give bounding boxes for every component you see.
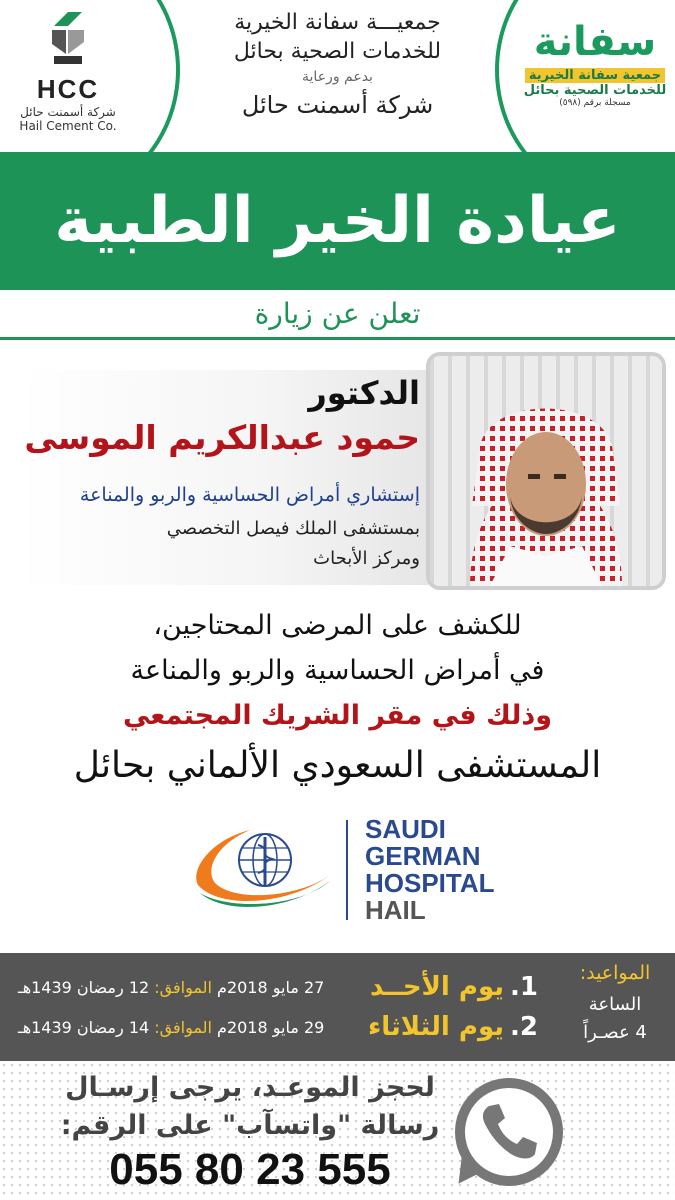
- appointment-day-2: [18, 1012, 538, 1042]
- phone-handset-icon: [465, 1088, 553, 1176]
- purpose-line2: في أمراض الحساسية والربو والمناعة: [130, 655, 545, 686]
- hospital-emblem-icon: [190, 815, 340, 925]
- org-name-line2: للخدمات الصحية بحائل: [233, 39, 442, 64]
- appointments-time-label: الساعة: [588, 994, 642, 1015]
- day-2-hijri: 14 رمضان 1439هـ: [18, 1017, 150, 1037]
- hospital-logo-line3: HOSPITAL: [365, 868, 495, 898]
- safana-line2: للخدمات الصحية بحائل: [523, 83, 667, 98]
- day-2-dates: [18, 1018, 324, 1037]
- purpose-line1: للكشف على المرضى المحتاجين،: [153, 610, 522, 641]
- appointments-label: المواعيد:: [579, 962, 651, 984]
- booking-line2: رسالة "واتسآب" على الرقم:: [60, 1110, 440, 1141]
- hospital-logo-line2: GERMAN: [365, 841, 481, 871]
- hcc-sub-arabic: شركة أسمنت حائل: [20, 105, 116, 119]
- safana-line1: جمعية سفانة الخيرية: [525, 68, 665, 83]
- clinic-banner: [0, 152, 675, 290]
- hcc-logo-text: HCC: [36, 74, 100, 104]
- hospital-logo-text: [365, 816, 495, 924]
- safana-registration: مسجلة برقم (٥٩٨): [559, 98, 631, 108]
- location-name: المستشفى السعودي الألماني بحائل: [73, 745, 602, 786]
- day-1-match-label: الموافق:: [154, 977, 212, 997]
- doctor-name: حمود عبدالكريم الموسى: [24, 418, 420, 457]
- announce-text: تعلن عن زيارة: [254, 297, 421, 330]
- doctor-hospital: بمستشفى الملك فيصل التخصصي: [166, 518, 420, 539]
- safana-brand: سفانة: [533, 19, 657, 65]
- day-2-number: 2.: [510, 1012, 538, 1042]
- day-2-match-label: الموافق:: [154, 1017, 212, 1037]
- support-label: بدعم ورعاية: [302, 69, 373, 85]
- doctor-center: ومركز الأبحاث: [313, 548, 420, 569]
- hcc-logo: [8, 8, 128, 138]
- day-1-name: يوم الأحــد: [370, 972, 505, 1002]
- clinic-title: عيادة الخير الطبية: [54, 184, 621, 258]
- hcc-mark-icon: [38, 8, 98, 70]
- hospital-logo-line4: HAIL: [365, 895, 426, 925]
- header-title-block: [150, 8, 525, 122]
- doctor-portrait-icon: [430, 356, 662, 586]
- safana-logo: [520, 20, 670, 140]
- location-intro: وذلك في مقر الشريك المجتمعي: [122, 700, 553, 731]
- booking-phone-number[interactable]: 055 80 23 555: [109, 1145, 391, 1194]
- sponsor-name: شركة أسمنت حائل: [241, 91, 434, 119]
- doctor-specialty: إستشاري أمراض الحساسية والربو والمناعة: [79, 484, 420, 506]
- day-1-hijri: 12 رمضان 1439هـ: [18, 977, 150, 997]
- appointments-time-value: 4 عصـراً: [583, 1022, 647, 1043]
- appointment-day-1: [18, 972, 538, 1002]
- day-1-gregorian: 27 مايو 2018م: [217, 977, 325, 997]
- hcc-sub-english: Hail Cement Co.: [19, 119, 117, 133]
- day-2-name: يوم الثلاثاء: [367, 1012, 505, 1042]
- doctor-photo: [426, 352, 666, 590]
- doctor-title: الدكتور: [308, 374, 420, 412]
- org-name-line1: جمعيـــة سفانة الخيرية: [234, 10, 441, 35]
- whatsapp-icon: [455, 1078, 563, 1186]
- booking-line1: لحجز الموعـد، يرجى إرسـال: [65, 1072, 435, 1103]
- hospital-logo-line1: SAUDI: [365, 814, 446, 844]
- announce-bar: [0, 290, 675, 340]
- day-1-dates: [18, 978, 324, 997]
- hospital-logo-divider: [346, 820, 348, 920]
- day-1-number: 1.: [510, 972, 538, 1002]
- day-2-gregorian: 29 مايو 2018م: [217, 1017, 325, 1037]
